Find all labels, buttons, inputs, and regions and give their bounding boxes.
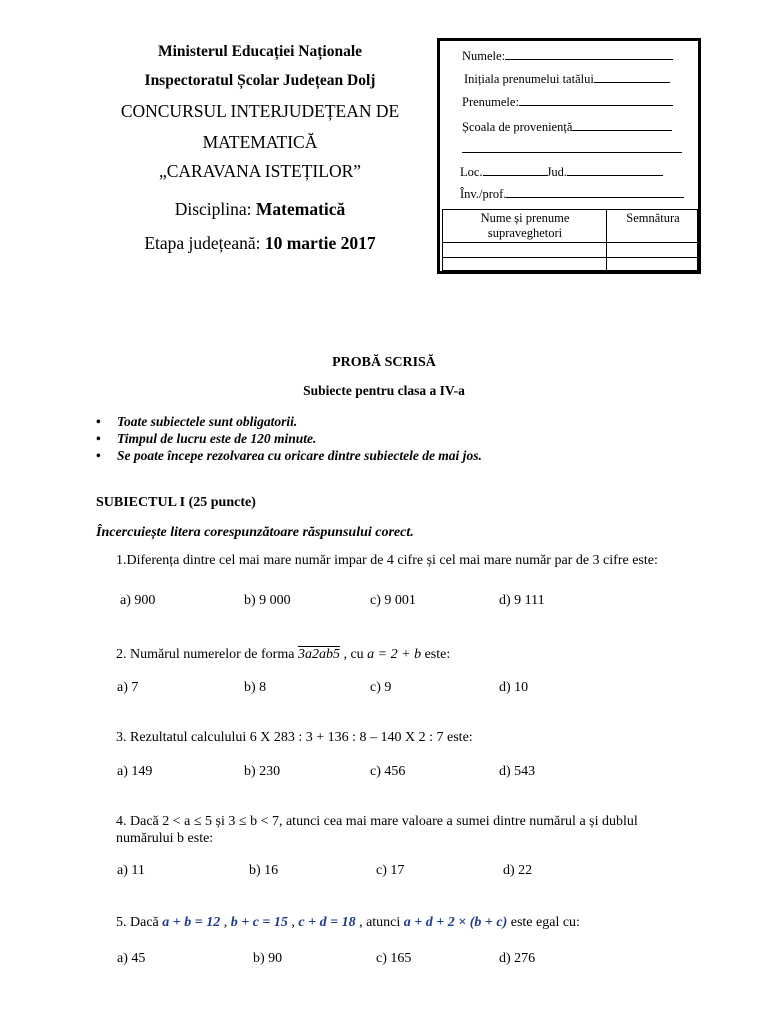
- number-form-overline: 3a2ab5: [297, 647, 340, 662]
- field-inv-prof: Înv./prof.: [460, 186, 684, 202]
- rules-list: [96, 413, 482, 464]
- contest-title-line1: CONCURSUL INTERJUDEȚEAN DE: [120, 101, 400, 121]
- field-prenumele: Prenumele:: [462, 94, 673, 110]
- field-numele: Numele:: [462, 48, 673, 64]
- inspectorate-title: Inspectoratul Școlar Județean Dolj: [144, 72, 376, 89]
- field-initiala: Inițiala prenumelui tatălui: [464, 71, 670, 87]
- q4-option-b[interactable]: b) 16: [249, 863, 279, 878]
- q4-option-d[interactable]: d) 22: [503, 863, 533, 878]
- signature-header: Semnătura: [626, 211, 680, 225]
- q2-option-c[interactable]: c) 9: [370, 680, 392, 695]
- contest-name: „CARAVANA ISTEȚILOR”: [158, 161, 362, 181]
- exam-title: PROBĂ SCRISĂ: [332, 355, 436, 370]
- q5-option-d[interactable]: d) 276: [499, 951, 536, 966]
- question-1: 1.Diferența dintre cel mai mare număr impar de 4 cifre și cel mai mare număr par de 3 cifre este:: [116, 553, 658, 568]
- rule-item: • Toate subiectele sunt obligatorii.: [96, 414, 298, 429]
- expr-b-plus-c: b + c = 15: [230, 915, 288, 930]
- rule-item: • Se poate începe rezolvarea cu oricare dintre subiectele de mai jos.: [96, 448, 482, 463]
- expr-target: a + d + 2 × (b + c): [403, 915, 508, 930]
- discipline: Disciplina: Matematică: [174, 199, 346, 219]
- q3-option-a[interactable]: a) 149: [117, 764, 153, 779]
- q2-option-a[interactable]: a) 7: [117, 680, 139, 695]
- ministry-title: Ministerul Educației Naționale: [157, 43, 363, 60]
- field-loc-jud: Loc. Jud.: [460, 164, 663, 180]
- contest-title-line2: MATEMATICĂ: [202, 132, 318, 152]
- q5-option-a[interactable]: a) 45: [117, 951, 146, 966]
- subject1-heading: SUBIECTUL I (25 puncte): [96, 495, 256, 510]
- expr-a-plus-b: a + b = 12: [162, 915, 221, 930]
- q3-option-b[interactable]: b) 230: [244, 764, 281, 779]
- supervisor-table: [442, 209, 698, 271]
- field-scoala-line2: [462, 141, 682, 157]
- rule-item: • Timpul de lucru este de 120 minute.: [96, 431, 317, 446]
- stage-date: Etapa județeană: 10 martie 2017: [144, 233, 376, 253]
- q3-option-d[interactable]: d) 543: [499, 764, 536, 779]
- q4-option-c[interactable]: c) 17: [376, 863, 405, 878]
- q1-option-c[interactable]: c) 9 001: [370, 593, 416, 608]
- q4-option-a[interactable]: a) 11: [117, 863, 145, 878]
- q2-option-b[interactable]: b) 8: [244, 680, 267, 695]
- student-info-box: [437, 38, 701, 274]
- subject1-instruction: Încercuiește litera corespunzătoare răspunsului corect.: [96, 525, 414, 540]
- question-3: 3. Rezultatul calculului 6 X 283 : 3 + 136 : 8 – 140 X 2 : 7 este:: [116, 730, 473, 745]
- question-5: 5. Dacă a + b = 12 , b + c = 15 , c + d = 18 , atunci a + d + 2 × (b + c) este egal cu:: [116, 915, 580, 930]
- exam-subtitle: Subiecte pentru clasa a IV-a: [303, 383, 465, 398]
- q2-option-d[interactable]: d) 10: [499, 680, 529, 695]
- q1-option-d[interactable]: d) 9 111: [499, 593, 545, 608]
- question-4-line1: 4. Dacă 2 < a ≤ 5 și 3 ≤ b < 7, atunci cea mai mare valoare a sumei dintre numărul a și dublul: [116, 814, 638, 829]
- supervisor-name-header: Nume și prenume supraveghetori: [480, 211, 570, 240]
- q3-option-c[interactable]: c) 456: [370, 764, 406, 779]
- q5-option-c[interactable]: c) 165: [376, 951, 412, 966]
- q5-option-b[interactable]: b) 90: [253, 951, 283, 966]
- q1-option-b[interactable]: b) 9 000: [244, 593, 291, 608]
- field-scoala: Școala de proveniență: [462, 119, 672, 135]
- question-4-line2: numărului b este:: [116, 831, 214, 846]
- question-2: 2. Numărul numerelor de forma 3a2ab5 , cu a = 2 + b este:: [116, 647, 451, 662]
- q1-option-a[interactable]: a) 900: [120, 593, 156, 608]
- expr-c-plus-d: c + d = 18: [298, 915, 356, 930]
